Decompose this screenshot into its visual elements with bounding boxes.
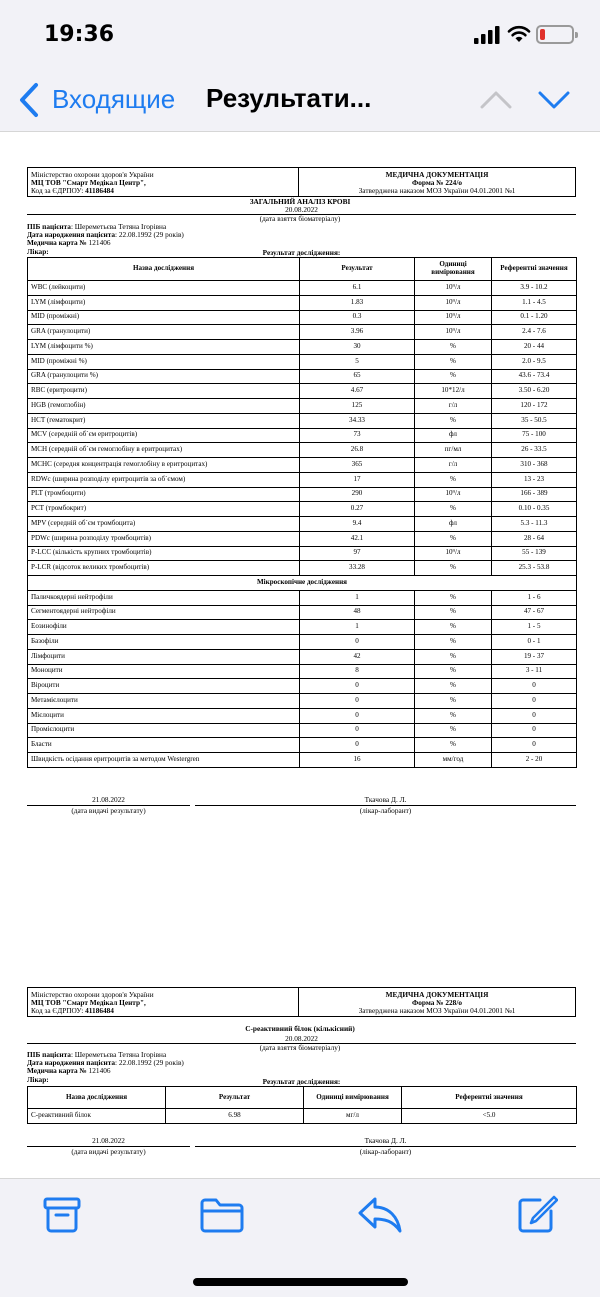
- archive-icon[interactable]: [42, 1195, 82, 1235]
- table-row: MCHC (середня концентрація гемоглобіну в еритроцитах) 365 г/л 310 - 368: [28, 458, 577, 473]
- table-row: Віроцити 0 % 0: [28, 679, 577, 694]
- sample-date-caption: (дата взяття біоматеріалу): [259, 1043, 341, 1052]
- message-subject-title: Результати...: [206, 83, 372, 113]
- analysis-title: ЗАГАЛЬНИЙ АНАЛІЗ КРОВІ: [249, 197, 351, 206]
- wifi-icon: [507, 24, 531, 44]
- col-reference: Референтні значення: [402, 1087, 577, 1109]
- back-chevron-icon[interactable]: [18, 82, 40, 118]
- analysis-title: С-реактивний білок (кількісний): [245, 1024, 355, 1033]
- table-row: MCH (середній об`єм гемоглобіну в еритроцитах) 26.8 пг/мл 26 - 33.5: [28, 443, 577, 458]
- table-row: Метамієлоцити 0 % 0: [28, 694, 577, 709]
- table-row: PLT (тромбоцити) 290 10⁹/л 166 - 389: [28, 487, 577, 502]
- table-row: Мієлоцити 0 % 0: [28, 708, 577, 723]
- col-reference: Референтні значення: [492, 258, 577, 281]
- medical-card-number: 121406: [86, 238, 111, 248]
- clinic-name: МЦ ТОВ "Смарт Медікал Центр",: [31, 998, 146, 1008]
- pdf-attachment-view[interactable]: [0, 132, 600, 1178]
- folder-icon[interactable]: [199, 1195, 245, 1235]
- table-row: Еозинофіли 1 % 1 - 5: [28, 620, 577, 635]
- lab-doctor-block: [195, 796, 576, 815]
- cellular-signal-icon: [474, 26, 500, 44]
- table-row: RBC (еритроцити) 4.67 10*12/л 3.50 - 6.20: [28, 384, 577, 399]
- table-row: Промієлоцити 0 % 0: [28, 723, 577, 738]
- table-row: HGB (гемоглобін) 125 г/л 120 - 172: [28, 399, 577, 414]
- table-row: Лімфоцити 42 % 19 - 37: [28, 649, 577, 664]
- crp-table: [27, 1086, 577, 1124]
- col-units: Одиниці вимірювання: [304, 1087, 402, 1109]
- table-row: RDWc (ширина розподілу еритроцитів за об`ємом) 17 % 13 - 23: [28, 472, 577, 487]
- patient-name: : Шереметьєва Тетяна Ігорівна: [70, 1050, 167, 1059]
- table-row: MID (проміжні) 0.3 10⁹/л 0.1 - 1.20: [28, 310, 577, 325]
- table-row: MPV (середній об`єм тромбоцита) 9.4 фл 5.3 - 11.3: [28, 517, 577, 532]
- table-row: GRA (гранулоцити %) 65 % 43.6 - 73.4: [28, 369, 577, 384]
- microscopy-section-row: Мікроскопічне дослідження: [28, 576, 577, 591]
- table-row: Базофіли 0 % 0 - 1: [28, 635, 577, 650]
- table-row: P-LCR (відсоток великих тромбоцитів) 33.28 % 25.3 - 53.8: [28, 561, 577, 576]
- approval-line: Затверджена наказом МОЗ України 04.01.2001 №1: [358, 1006, 516, 1016]
- blood-test-table: [27, 257, 577, 768]
- col-test-name: Назва дослідження: [28, 1087, 166, 1109]
- lab-doctor-caption: (лікар-лаборант): [359, 806, 412, 816]
- reply-icon[interactable]: [357, 1195, 403, 1235]
- issue-date: 21.08.2022: [27, 796, 190, 806]
- lab-doctor-block: [195, 1137, 576, 1156]
- edrpou-line: Код за ЄДРПОУ: 41186484: [31, 186, 114, 196]
- patient-dob: : 22.08.1992 (29 років): [115, 230, 184, 240]
- ministry-name: Міністерство охорони здоров'я України: [31, 170, 154, 179]
- report1-header-box: [27, 167, 576, 197]
- medical-card-number: 121406: [86, 1066, 111, 1076]
- issue-date-caption: (дата видачі результату): [71, 1147, 146, 1157]
- patient-info: ПІБ пацієнта: Шереметьєва Тетяна Ігорівна Дата народження пацієнта: 22.08.1992 (29 років) Медична карта № 121406 Лікар:: [27, 222, 184, 256]
- patient-dob: : 22.08.1992 (29 років): [115, 1058, 184, 1068]
- col-result: Результат: [300, 258, 415, 281]
- form-number: Форма № 228/о: [411, 998, 463, 1008]
- lab-doctor-name: Ткачова Д. Л.: [195, 796, 576, 806]
- table-row: Швидкість осідання еритроцитів за методом Westergren 16 мм/год 2 - 20: [28, 753, 577, 768]
- doc-title: МЕДИЧНА ДОКУМЕНТАЦІЯ: [385, 170, 489, 179]
- lab-doctor-caption: (лікар-лаборант): [359, 1147, 412, 1157]
- ministry-name: Міністерство охорони здоров'я України: [31, 990, 154, 999]
- table-row: GRA (гранулоцити) 3.96 10⁹/л 2.4 - 7.6: [28, 325, 577, 340]
- table-row: HCT (гематокрит) 34.33 % 35 - 50.5: [28, 413, 577, 428]
- table-row: MID (проміжні %) 5 % 2.0 - 9.5: [28, 354, 577, 369]
- issue-date-caption: (дата видачі результату): [71, 806, 146, 816]
- patient-info: ПІБ пацієнта: Шереметьєва Тетяна Ігорівна Дата народження пацієнта: 22.08.1992 (29 років) Медична карта № 121406 Лікар:: [27, 1050, 184, 1084]
- status-bar: [0, 0, 600, 70]
- sample-date: 20.08.2022: [27, 1035, 576, 1044]
- table-row: WBC (лейкоцити) 6.1 10⁹/л 3.9 - 10.2: [28, 281, 577, 296]
- sample-date: 20.08.2022: [27, 206, 576, 215]
- result-heading: Результат дослідження:: [27, 249, 576, 258]
- patient-name: : Шереметьєва Тетяна Ігорівна: [70, 222, 167, 231]
- table-row: Сегментоядерні нейтрофіли 48 % 47 - 67: [28, 605, 577, 620]
- sample-date-caption: (дата взяття біоматеріалу): [259, 214, 341, 223]
- table-row: PCT (тромбокрит) 0.27 % 0.10 - 0.35: [28, 502, 577, 517]
- table-row: LYM (лімфоцити) 1.83 10⁹/л 1.1 - 4.5: [28, 295, 577, 310]
- next-message-chevron-icon[interactable]: [538, 90, 570, 110]
- table-row: LYM (лімфоцити %) 30 % 20 - 44: [28, 340, 577, 355]
- doc-title: МЕДИЧНА ДОКУМЕНТАЦІЯ: [385, 990, 489, 999]
- table-row: С-реактивний білок 6.98 мг/л <5.0: [28, 1109, 577, 1124]
- edrpou-line: Код за ЄДРПОУ: 41186484: [31, 1006, 114, 1016]
- approval-line: Затверджена наказом МОЗ України 04.01.2001 №1: [358, 186, 516, 196]
- table-row: Паличкоядерні нейтрофіли 1 % 1 - 6: [28, 590, 577, 605]
- form-number: Форма № 224/о: [411, 178, 463, 188]
- result-heading: Результат дослідження:: [27, 1078, 576, 1087]
- table-row: Бласти 0 % 0: [28, 738, 577, 753]
- lab-doctor-name: Ткачова Д. Л.: [195, 1137, 576, 1147]
- battery-low-icon: [536, 25, 574, 44]
- col-test-name: Назва дослідження: [28, 258, 300, 281]
- previous-message-chevron-icon[interactable]: [480, 90, 512, 110]
- report2-header-box: [27, 987, 576, 1017]
- home-indicator: [193, 1278, 408, 1286]
- table-row: MCV (середній об`єм еритроцитів) 73 фл 75 - 100: [28, 428, 577, 443]
- table-row: P-LCC (кількість крупних тромбоцитів) 97 10⁹/л 55 - 139: [28, 546, 577, 561]
- table-row: Моноцити 8 % 3 - 11: [28, 664, 577, 679]
- issue-date: 21.08.2022: [27, 1137, 190, 1147]
- col-units: Одиниці вимірювання: [415, 258, 492, 281]
- issue-date-block: [27, 1137, 190, 1156]
- back-button[interactable]: Входящие: [52, 84, 176, 114]
- compose-icon[interactable]: [516, 1195, 558, 1235]
- navigation-bar: [0, 70, 600, 132]
- col-result: Результат: [166, 1087, 304, 1109]
- issue-date-block: [27, 796, 190, 815]
- clock: 19:36: [44, 22, 115, 47]
- mail-toolbar: [0, 1178, 600, 1297]
- table-row: PDWc (ширина розподілу тромбоцитів) 42.1 % 28 - 64: [28, 531, 577, 546]
- clinic-name: МЦ ТОВ "Смарт Медікал Центр",: [31, 178, 146, 188]
